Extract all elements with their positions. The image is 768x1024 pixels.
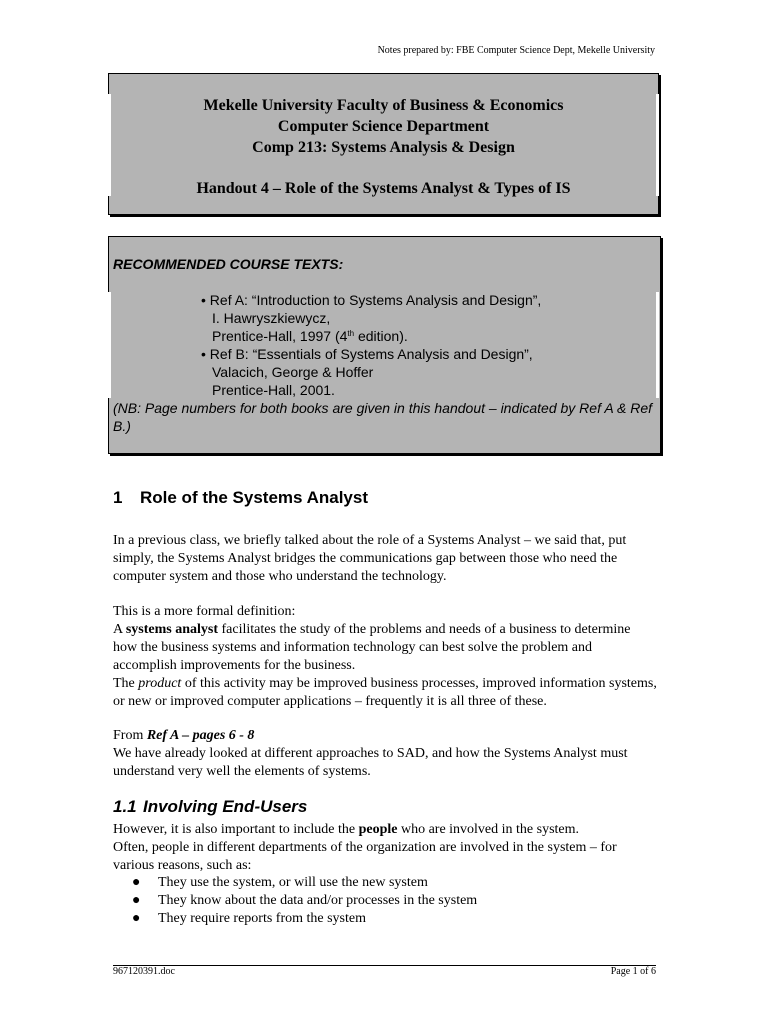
ref-a-publisher: Prentice-Hall, 1997 (4th edition). [212,328,408,344]
ref-b-title: • Ref B: “Essentials of Systems Analysis and Design”, [201,346,533,362]
title-line-department: Computer Science Department [277,118,490,135]
ref-b-authors: Valacich, George & Hoffer [212,364,374,380]
texts-box-left-edge [108,292,111,398]
title-box [108,73,659,215]
title-line-course: Comp 213: Systems Analysis & Design [252,139,515,156]
list-item: ● They require reports from the system [132,911,366,926]
end-user-reasons-list [113,874,477,928]
footer-page-number: Page 1 of 6 [610,966,656,977]
section-1-reference-paragraph: From Ref A – pages 6 - 8 We have already looked at different approaches to SAD, and how the Systems Analyst must understand very well the elements of systems. [113,728,628,779]
footer-filename: 967120391.doc [113,966,175,977]
page-numbers-note: (NB: Page numbers for both books are given in this handout – indicated by Ref A & Ref B.) [113,400,653,434]
list-item: ● They use the system, or will use the new system [132,875,428,890]
section-1-heading: 1 Role of the Systems Analyst [113,488,368,507]
ref-a-title: • Ref A: “Introduction to Systems Analysis and Design”, [201,292,542,308]
reference-list [201,291,541,399]
title-line-handout: Handout 4 – Role of the Systems Analyst & Types of IS [196,180,571,197]
list-item: ● They know about the data and/or processes in the system [132,893,478,908]
section-1-1-paragraph: However, it is also important to include the people who are involved in the system. Often, people in different departments of the organization are involved in the system – for various reasons, such as: [113,822,617,873]
ref-b-publisher: Prentice-Hall, 2001. [212,382,335,398]
title-line-university: Mekelle University Faculty of Business & Economics [203,97,564,114]
section-1-1-heading: 1.1 Involving End-Users [113,797,308,816]
section-1-intro-paragraph: In a previous class, we briefly talked about the role of a Systems Analyst – we said that, put simply, the Systems Analyst bridges the communications gap between those who need the computer system and those who understand the technology. [113,533,627,584]
bullet-icon: ● [132,911,141,926]
title-box-left-edge [108,94,111,196]
section-1-definition-paragraph: This is a more formal definition: A systems analyst facilitates the study of the problems and needs of a business to determine how the business systems and information technology can best solve the problem and accomplish improvements for the business. The product of this activity may be improved business processes, improved information systems, or new or improved computer applications – frequently it is all three of these. [113,604,657,709]
title-box-right-edge [656,94,659,196]
title-lines [109,95,658,158]
course-texts-box [108,236,661,454]
texts-box-right-edge [656,292,659,398]
footer-divider [113,965,656,966]
ref-a-author: I. Hawryszkiewycz, [212,310,331,326]
course-texts-heading: RECOMMENDED COURSE TEXTS: [113,256,344,272]
bullet-icon: ● [132,893,141,908]
header-note: Notes prepared by: FBE Computer Science Dept, Mekelle University [377,45,655,56]
bullet-icon: ● [132,875,141,890]
